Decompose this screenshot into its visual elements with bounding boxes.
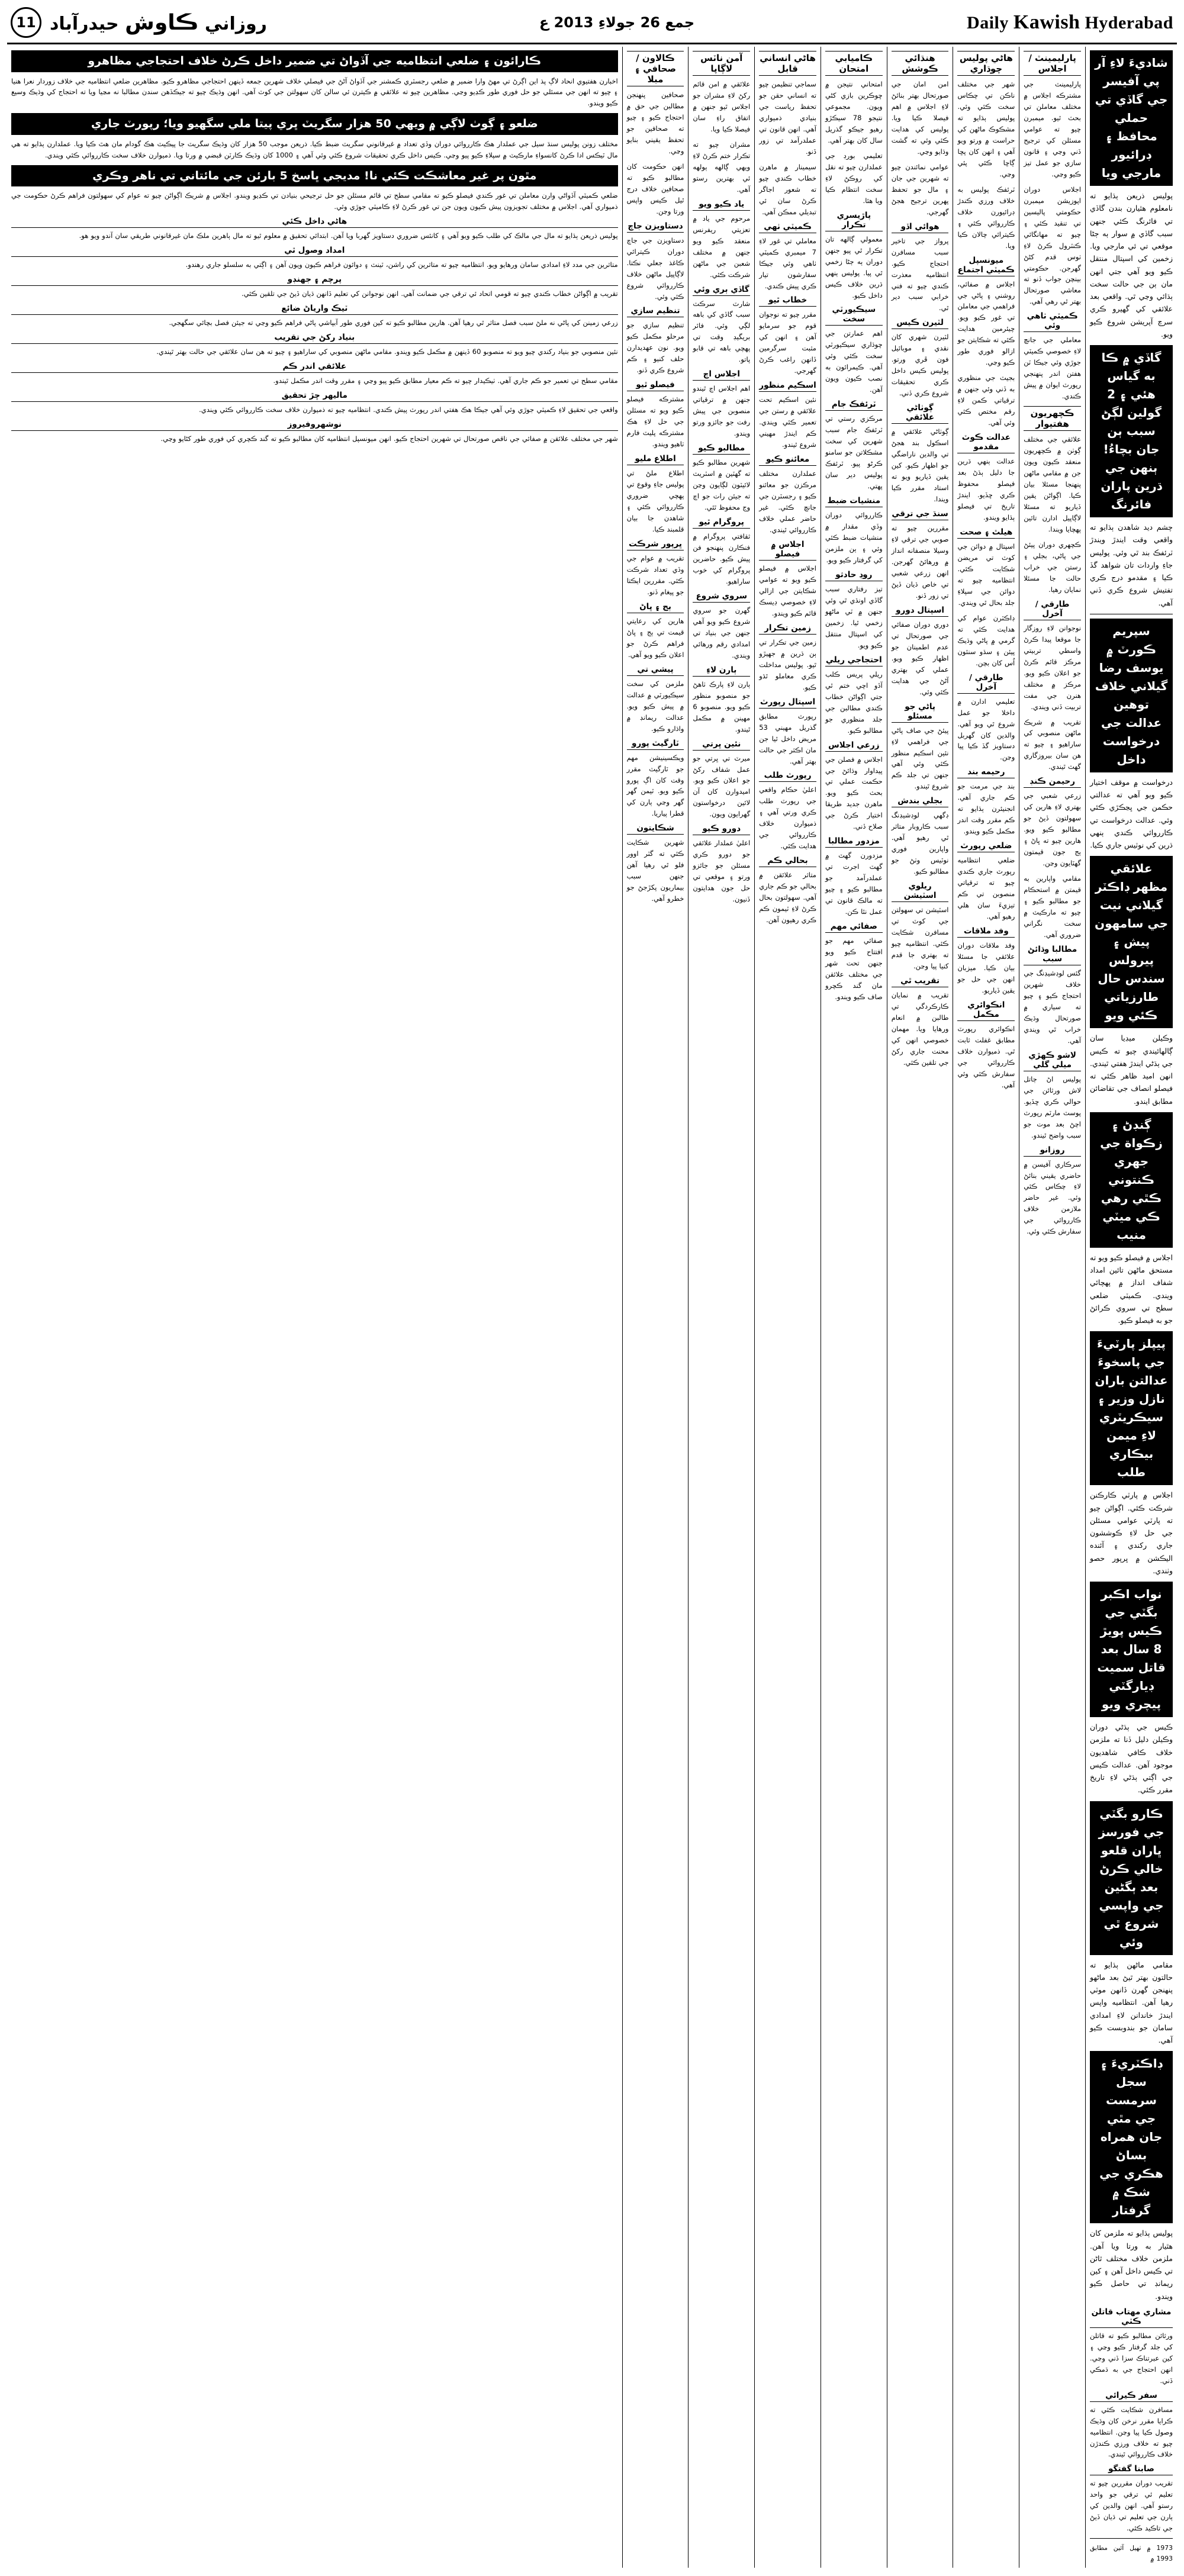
story-subheading: روڊ حادثو (825, 570, 883, 581)
story-paragraph: ڪارروائي دوران وڏي مقدار ۾ منشيات ضبط ڪئي وئي ۽ ٻن ملزمن کي گرفتار ڪيو ويو. (825, 511, 883, 564)
feature-sub-3: پرچم ۽ جهنڊو (11, 275, 618, 286)
page-grid (7, 47, 1177, 2568)
story-paragraph: مشران چيو ته تڪرار ختم ڪرڻ لاءِ ويهي ڳالهه ٻولهه ئي بهترين رستو آهي. (693, 140, 751, 194)
story-paragraph: اجلاس ۾ صفائي، روشني ۽ پاڻي جي فراهمي جي معاملن تي غور ڪيو ويو. چيئرمين هدايت ڪئي ته شڪايتن جو ازالو فوري طور ڪيو وڃي. (957, 279, 1015, 367)
news-column-c (887, 47, 953, 2568)
headline-zakat: ڳنڊڻ ۽ زڪواة جي جهري ڪنتوني ڪٿي رهي ڪي ميٽي منيب (1090, 1112, 1173, 1248)
story-paragraph: ثقافتي پروگرام ۾ فنڪارن پنهنجو فن پيش ڪيو. حاضرين پروگرام کي خوب ساراهيو. (693, 532, 751, 585)
story-paragraph: اجلاس ۾ فصلن جي پيداوار وڌائڻ جي حڪمت عملي تي بحث ڪيو ويو. ماهرن جديد طريقا اختيار ڪرڻ جي صلاح ڏني. (825, 755, 883, 831)
story-paragraph: صفائي مهم جو افتتاح ڪيو ويو جنهن تحت شهر جي مختلف علائقن مان گند ڪچرو صاف ڪيو ويندو. (825, 936, 883, 1001)
story-paragraph: علائقي جي مختلف ڳوٺن ۾ ڪچهريون منعقد ڪيون ويون جن ۾ مقامي ماڻهن پنهنجا مسئلا بيان ڪيا. اڳواڻن يقين ڏياريو ته مسئلا لاڳاپيل ادارن تائين پهچايا ويندا. (1024, 435, 1082, 533)
headline-firing: گاڏي ۾ ڪا به گياس هئي ۽ 2 گولين لڳڻ سبب ٻن جان بچاءُ! ٻنهن جي ڌرين پاران فائرنگ (1090, 345, 1173, 517)
headline-contempt-petition: سپريم ڪورٽ ۾ يوسف رضا گيلاني خلاف توهين عدالت جي درخواست داخل (1090, 619, 1173, 772)
story-paragraph: اعليٰ حڪام واقعي جي رپورٽ طلب ڪري ورتي آهي ۽ ذميوارن خلاف ڪارروائي جي هدايت ڪئي. (759, 785, 816, 851)
story-subheading: عدالت ڪوٽ مقدمو (957, 433, 1015, 453)
masthead (7, 6, 1177, 44)
story-subheading: اسپتال رپورٽ (759, 697, 816, 709)
masthead-date: جمع 26 جولاءِ 2013 ع (539, 14, 695, 31)
story-paragraph: گهرن جو سروي شروع ڪيو ويو آهي جنهن جي بنياد تي امدادي رقم ورهائي ويندي. (693, 606, 751, 659)
story-paragraph: صحافين پنهنجن مطالبن جي حق ۾ احتجاج ڪيو ۽ چيو ته صحافين جو تحفظ يقيني بنايو وڃي. (626, 91, 684, 155)
story-subheading: اجلاس ۾ فيصلو (759, 540, 816, 561)
section-heading: ڪچهريون هفتيوار (1024, 406, 1081, 431)
story-paragraph: امتحاني نتيجن ۾ ڇوڪرين بازي کڻي ويون. مجموعي نتيجو 78 سيڪڙو رهيو جيڪو گذريل سال کان بهتر آهي. (825, 80, 883, 144)
story-subheading: زمين تڪرار (759, 623, 816, 635)
news-column-g (622, 47, 688, 2568)
story-paragraph: گئس لوڊشيڊنگ جي خلاف شهرين احتجاج ڪيو ۽ چيو ته سياري ۾ صورتحال وڌيڪ خراب ٿي ويندي آهي. (1024, 968, 1082, 1045)
headline-forces-fort: ڪارو بگٽي جي فورسز ڀاران قلعو خالي ڪرڻ بعد ٻگڻين جي واپسي شروع ٿي وئي (1090, 1801, 1173, 1955)
story-subheading: ٻج ۽ ڀاڻ (627, 602, 684, 613)
masthead-right (11, 7, 267, 38)
story-subheading: رحيمن ڪنڊ (1024, 777, 1081, 788)
story-paragraph: تعليمي ادارن ۾ داخلا جو عمل شروع ٿي ويو آهي. والدين کان گهربل دستاويز گڏ ڪيا پيا وڃن. (957, 697, 1015, 762)
story-subheading: ڳوٺاڻي علائقي (892, 403, 949, 424)
story-paragraph: تقريب ۾ نمايان ڪارڪردگي تي طالبن ۾ انعام ورهايا ويا. مهمان خصوصي انهن کي محنت جاري رکڻ جي تلقين ڪئي. (891, 991, 949, 1067)
story-ppp-body: اجلاس ۾ پارٽي ڪارڪنن شرڪت ڪئي. اڳواڻن چيو ته پارٽي عوامي مسئلن جي حل لاءِ ڪوششون جاري رکندي ۽ آئنده اليڪشن ۾ ڀرپور حصو وٺندي. (1090, 1490, 1173, 1575)
feature-sub-2: امداد وصول ٿي (11, 246, 618, 257)
story-paragraph: ملزمن کي سخت سيڪيورٽي ۾ عدالت ۾ پيش ڪيو ويو. عدالت ريمانڊ ۾ واڌارو ڪيو. (626, 679, 684, 733)
story-subheading: هوائي اڏو (892, 222, 949, 233)
story-subheading: ياد ڪيو ويو (693, 199, 750, 211)
story-paragraph: مرڪزي رستي تي ٽرئفڪ جام سبب شهرين کي سخت مشڪلاتن جو سامنو ڪرڻو پيو. ٽرئفڪ پوليس دير سان پهتي. (825, 414, 883, 491)
story-court-body: وڪيلن ميڊيا سان ڳالهائيندي چيو ته ڪيس جي ٻڌڻي ايندڙ هفتي ٿيندي. انهن اميد ظاهر ڪئي ته فيصلو انصاف جي تقاضائن مطابق ايندو. (1090, 1033, 1173, 1106)
story-subheading: پيشي تي (627, 665, 684, 676)
sub-heading-3: صابنا گفتگو (1090, 2464, 1173, 2475)
feature-sub-5: بنياد رکڻ جي تقريب (11, 333, 618, 344)
feature-body-8: نئين منصوبي جو بنياد رکندي چيو ويو ته منصوبو 60 ڏينهن ۾ مڪمل ڪيو ويندو. مقامي ماڻهن منصوبي کي ساراهيو ۽ چيو ته هن سان علائقي جي حالت بهتر ٿيندي. (156, 347, 618, 356)
story-subheading: ٽارگيٽ پورو (627, 739, 684, 750)
story-paragraph: مرحوم جي ياد ۾ تعزيتي ريفرنس منعقد ڪيو ويو جنهن ۾ مختلف شعبن جي ماڻهن شرڪت ڪئي. (693, 214, 751, 279)
story-paragraph: ريلي پريس ڪلب آڏو اچي ختم ٿي جتي اڳواڻن خطاب ڪندي مطالبن جي جلد منظوري جو مطالبو ڪيو. (825, 669, 883, 735)
masthead-left-title (967, 11, 1173, 34)
story-paragraph: شهر جي مختلف ناڪن تي چڪاس سخت ڪئي وئي. پوليس ٻڌايو ته مشڪوڪ ماڻهن کي حراست ۾ ورتو ويو آهي ۽ انهن کان پڇا ڳاڇا ڪئي پئي وڃي. (957, 80, 1015, 178)
story-forces-body: مقامي ماڻهن ٻڌايو ته حالتون بهتر ٿيڻ بعد ماڻهو پنهنجن گهرن ڏانهن موٽي رهيا آهن. انتظاميه واپس ايندڙ خاندانن لاءِ امدادي سامان جو بندوبست ڪيو آهي. (1090, 1960, 1173, 2044)
story-subheading: دستاويزن جاچ (627, 221, 684, 233)
story-subheading: اطلاع مليو (627, 454, 684, 465)
story-paragraph: ڊاڪٽرن عوام کي هدايت ڪئي ته گرمي ۾ پاڻي وڌيڪ پيئن ۽ سڌو سنئون اُس کان بچن. (957, 613, 1015, 667)
story-paragraph: ڊگهي لوڊشيڊنگ سبب ڪاروبار متاثر ٿي رهيو آهي. واپارين فوري نوٽيس وٺڻ جو مطالبو ڪيو. (891, 811, 949, 876)
story-paragraph: مشترڪه فيصلو ڪيو ويو ته مسئلن جي حل لاءِ هڪ مشترڪه پليٽ فارم ٺاهيو ويندو. (626, 395, 684, 449)
section-heading: ڪاميابي امتحان (825, 51, 883, 76)
section-heading: هنڌائي ڪوشش (892, 51, 949, 76)
story-paragraph: زمين جي تڪرار تي ٻن ڌرين ۾ جهيڙو ٿيو. پوليس مداخلت ڪري معاملو ٿڌو ڪيو. (759, 637, 816, 691)
divider (1090, 2538, 1173, 2539)
story-sub3-body: تقريب دوران مقررين چيو ته تعليم ئي ترقي جو واحد رستو آهي. انهن والدين کي ٻارن جي تعليم تي ڌيان ڏيڻ جي تاڪيد ڪئي. (1090, 2479, 1173, 2533)
story-subheading: پاڙيسري تڪرار (825, 211, 883, 231)
story-subheading: اجلاس اڄ (693, 369, 750, 381)
news-column-d (821, 47, 887, 2568)
story-bugti-body: ڪيس جي ٻڌڻي دوران وڪيلن دليل ڏنا ته ملزمن خلاف ڪافي شاهديون موجود آهن. عدالت ڪيس جي اڳتي ٻڌڻي لاءِ تاريخ مقرر ڪئي. (1090, 1722, 1173, 1795)
story-paragraph: ڳوٺاڻي علائقي ۾ اسڪول بند هجڻ تي والدين ناراضگي جو اظهار ڪيو. کين يقين ڏياريو ويو ته استاد مقرر ڪيا ويندا. (891, 427, 949, 504)
story-paragraph: انهن حڪومت کان مطالبو ڪيو ته صحافين خلاف درج ٿيل ڪيس واپس ورتا وڃن. (626, 162, 684, 215)
story-paragraph: شهرين شڪايت ڪئي ته گٽر اوور فلو ٿي رهيا آهن جنهن سبب بيماريون پکڙجڻ جو خطرو آهي. (626, 838, 684, 903)
story-subheading: هيلٿ ۽ صحت (957, 527, 1015, 539)
story-paragraph: اجلاس ۾ فيصلو ڪيو ويو ته عوامي شڪايتن جي ازالي لاءِ خصوصي ڊيسڪ قائم ڪيو ويندو. (759, 564, 816, 617)
story-paragraph: سرڪاري آفيسن ۾ حاضري يقيني بنائڻ لاءِ چڪاس ڪئي وئي. غير حاضر ملازمن خلاف ڪارروائي جي سفارش ڪئي وئي. (1024, 1160, 1082, 1236)
sub-heading-1: مشاري مهتاب قاتلن ڪٽي (1090, 2307, 1173, 2328)
section-heading: هاڻي انساني قابل (759, 51, 816, 76)
story-paragraph: ڪچهري دوران پيئڻ جي پاڻي، بجلي ۽ رستن جي خراب حالت جا مسئلا نمايان رهيا. (1024, 540, 1082, 594)
story-subheading: مطالبو ڪيو (693, 443, 750, 455)
story-paragraph: اطلاع ملڻ تي پوليس جاءِ وقوع تي پهچي ضروري ڪارروائي ڪئي ۽ شاهدن جا بيان قلمبند ڪيا. (626, 469, 684, 533)
news-column-e (754, 47, 821, 2568)
story-subheading: پروگرام ٿيو (693, 517, 750, 529)
headline-raid-officer: شاديءَ لاءِ آر پي آفيسر جي گاڏي تي حملي محافظ ۽ ڊرائيور مارجي ويا (1090, 50, 1173, 186)
story-paragraph: اجلاس دوران اپوزيشن ميمبرن حڪومتي پاليسين تي تنقيد ڪئي ۽ چيو ته مهانگائي ڪنٽرول ڪرڻ لاءِ ٺوس قدم کڻڻ گهرجن. حڪومتي بينچن جواب ڏنو ته معاشي صورتحال بهتر ٿي رهي آهي. (1024, 185, 1082, 306)
story-cigarettes-body: مختلف زونن پوليس سنڌ سيل جي عملدار هڪ ڪارروائي دوران وڏي تعداد ۾ غيرقانوني سگريٽ ضبط ڪيا. ذريعن موجب 50 هزار کان وڌيڪ سگريٽ جا پيڪيٽ هڪ گودام مان هٿ ڪيا ويا. عملدارن ٻڌايو ته هي مال ٽيڪس ادا ڪرڻ کانسواءِ مارڪيٽ ۾ سپلاءِ ڪيو پيو وڃي. ڪيس داخل ڪري تحقيقات شروع ڪئي وئي آهي ۽ 1000 کان وڌيڪ ڪارٽن قبضي ۾ ورتا ويا. ذميوارن خلاف سخت ڪارروائي ڪئي ويندي. (11, 139, 618, 159)
story-subheading: لاشو ڪهڙي ميلي گلي (1024, 1051, 1081, 1071)
story-contempt-body: درخواست ۾ موقف اختيار ڪيو ويو آهي ته عدالتي حڪمن جي ڀڃڪڙي ڪئي وئي. عدالت درخواست تي ڪارروائي ڪندي ٻنهي ڌرين کي نوٽيس جاري ڪيا. (1090, 777, 1173, 849)
story-paragraph: اسپتال ۾ دوائن جي کوٽ تي مريضن شڪايت ڪئي. انتظاميه چيو ته دوائن جي سپلاءِ جلد بحال ٿي ويندي. (957, 542, 1015, 607)
story-subheading: ٽرئفڪ جام (825, 400, 883, 411)
story-paragraph: بجيٽ جي منظوري به ڏني وئي جنهن ۾ ترقياتي ڪمن لاءِ رقم مختص ڪئي وئي آهي. (957, 373, 1015, 427)
story-paragraph: اهم اجلاس اڄ ٿيندو جنهن ۾ ترقياتي منصوبن جي پيش رفت جو جائزو ورتو ويندو. (693, 384, 751, 438)
story-subheading: وفد ملاقات (957, 926, 1015, 938)
story-subheading: دورو ڪيو (693, 824, 750, 835)
story-subheading: زرعي اجلاس (825, 740, 883, 752)
story-subheading: مزدور مطالبا (825, 836, 883, 848)
section-heading: ڪالاون / صحافي ۽ مبلا (627, 51, 684, 86)
story-subheading: ميونسپل ڪميٽي اجتماع (957, 256, 1015, 276)
headline-cigarettes: ضلعو ۽ ڳوٺ لاڳي ۾ ويهي 50 هزار سگريٽ ڀري پيتا ملي سگهيو ويا؛ رپورٽ جاري (11, 113, 618, 135)
masthead-daily: Daily (967, 13, 1009, 33)
news-column-f (688, 47, 754, 2568)
story-paragraph: سماجي تنظيمن چيو ته انساني حقن جو تحفظ رياست جي بنيادي ذميواري آهي. انهن قانون تي عملدرآمد تي زور ڏنو. (759, 80, 816, 156)
feature-body-4: پوليس ذريعن ٻڌايو ته مال جي مالڪ کي طلب ڪيو ويو آهي ۽ کانئس ضروري دستاويز گهربا ويا آهن. ابتدائي تحقيق ۾ معلوم ٿيو ته مال ٻاهرين ملڪ مان غيرقانوني طريقي سان آندو ويو هو. (79, 231, 618, 240)
story-subheading: سنڌ جي ترقي (892, 509, 949, 520)
story-subheading: روزانو (1024, 1145, 1081, 1157)
story-paragraph: تقريب ۾ شريڪ ماڻهن منصوبي کي ساراهيو ۽ چيو ته هن سان بيروزگاري گهٽ ٿيندي. (1024, 717, 1082, 771)
story-subheading: ريلوي اسٽيشن (892, 881, 949, 902)
news-column-a (1019, 47, 1085, 2568)
story-subheading: صفائي مهم (825, 922, 883, 933)
story-paragraph: تعليمي بورڊ جي عملدارن چيو ته نقل کي روڪڻ لاءِ سخت انتظام ڪيا ويا هئا. (825, 151, 883, 205)
story-sub1-body: ورثائن مطالبو ڪيو ته قاتلن کي جلد گرفتار ڪيو وڃي ۽ کين عبرتناڪ سزا ڏني وڃي. انهن احتجاج جي به ڌمڪي ڏني. (1090, 2331, 1173, 2385)
story-paragraph: بند جي مرمت جو ڪم جاري آهي. انجنيئرن ٻڌايو ته ڪم مقرر وقت اندر مڪمل ڪيو ويندو. (957, 782, 1015, 836)
story-paragraph: مقرر چيو ته نوجوان قوم جو سرمايو آهن ۽ انهن کي مثبت سرگرمين ڏانهن راغب ڪرڻ گهرجي. (759, 310, 816, 375)
section-heading: هاڻي پوليس چوڌاري (957, 51, 1015, 76)
story-protest-body: اخبارن هفتيوي انحاد لاڳ پذ اين اڳرڻ تي مهڻ وارا ضمير ۾ ضلعي رجسٽري ڪمشنر جي آڏواڻ آڻڻ جي فيصلي خلاف شهرين جمعه ڏينهن احتجاجي مظاهرو ڪيو. مظاهرين ضلعي انتظاميه جي خلاف زوردار نعرا هنيا ۽ چيو ته انهن جي مسئلي جو حل فوري طور ڪڍيو وڃي. مظاهرين چيو ته علائقي ۾ ڪيترن ئي سالن کان سهولتن جي کوٽ آهي. انهن وڌيڪ چيو ته جيڪڏهن سندن مطالبا نه مڃيا ويا ته احتجاج کي وڌيڪ وسيع ڪيو ويندو. (11, 76, 618, 108)
story-paragraph: وفد ملاقات دوران علائقي جا مسئلا بيان ڪيا. ميزبان انهن جي حل جو يقين ڏياريو. (957, 941, 1015, 994)
story-subheading: ڀرپور شرڪت (627, 539, 684, 550)
story-paragraph: سيمينار ۾ ماهرن خطاب ڪندي چيو ته شعور اجاگر ڪرڻ سان ئي تبديلي ممڪن آهي. (759, 162, 816, 216)
story-subheading: شڪايتون (627, 823, 684, 835)
feature-body-5: متاثرين جي مدد لاءِ امدادي سامان ورهايو ويو. انتظاميه چيو ته متاثرين کي راشن، ٽينٽ ۽ دوائون فراهم ڪيون ويون آهن ۽ اڳتي به سلسلو جاري رهندو. (185, 260, 618, 269)
story-paragraph: ويڪسينيشن مهم جو ٽارگيٽ مقرر وقت کان اڳ پورو ڪيو ويو. ٽيمن گهر گهر وڃي ٻارن کي قطرا پياريا. (626, 753, 684, 818)
headline-bugti-case: نواب اڪبر بگٽي جي ڪيس پويڙ 8 سال بعد قاتل سميت ڊيارگٽي پيچري ويو (1090, 1582, 1173, 1717)
story-paragraph: پارليمينٽ جي مشترڪه اجلاس ۾ مختلف معاملن تي بحث ٿيو. ميمبرن چيو ته عوامي مسئلن کي ترجيح ڏني وڃي ۽ قانون سازي جو عمل تيز ڪيو وڃي. (1024, 80, 1082, 178)
story-subheading: نئين ڀرتي (693, 739, 750, 751)
story-firing-body: چشم ديد شاهدن ٻڌايو ته واقعي وقت ايندڙ ويندڙ ٽرئفڪ بند ٿي وئي. پوليس جاءِ واردات تان شواهد گڏ ڪيا ۽ مقدمو درج ڪري تفتيش شروع ڪري ڏني آهي. (1090, 523, 1173, 607)
story-subheading: ڪميٽي ٺهي (759, 222, 816, 233)
feature-body-7: زرعي زمينن کي پاڻي نه ملڻ سبب فصل متاثر ٿي رهيا آهن. هارين مطالبو ڪيو ته کين فوري طور آبپاشي پاڻي فراهم ڪيو وڃي ته جيئن فصل بچائي سگهجي. (169, 318, 618, 327)
feature-sub-8: نوشهروفيروز (11, 420, 618, 431)
story-zakat-body: اجلاس ۾ فيصلو ڪيو ويو ته مستحق ماڻهن تائين امداد شفاف انداز ۾ پهچائي ويندي. ڪميٽي ضلعي سطح تي سروي ڪرائڻ جو به فيصلو ڪيو. (1090, 1252, 1173, 1325)
feature-body-11: شهر جي مختلف علائقن ۾ صفائي جي ناقص صورتحال تي شهرين احتجاج ڪيو. انهن ميونسپل انتظاميه کان مطالبو ڪيو ته گند ڪچري کي فوري طور کڻايو وڃي. (160, 434, 618, 443)
story-paragraph: زرعي شعبي جي بهتري لاءِ هارين کي سهولتون ڏيڻ جو مطالبو ڪيو ويو. هارين چيو ته ڀاڻ ۽ ٻج جون قيمتون گهٽايون وڃن. (1024, 791, 1082, 868)
story-paragraph: مقررين چيو ته صوبي جي ترقي لاءِ وسيلا منصفانه انداز ۾ ورهائڻ گهرجن. انهن زرعي شعبي تي خاص ڌيان ڏيڻ تي زور ڏنو. (891, 524, 949, 600)
story-subheading: ڪميٽي ٺاهي وئي (1024, 311, 1081, 332)
footer-note: 1973 ۾ ٺهيل آئين مطابق 1993 ۾ (1090, 2544, 1173, 2562)
story-paragraph: رپورٽ مطابق گذريل مهيني 53 مريض داخل ٿيا جن مان اڪثر جي حالت بهتر آهي. (759, 711, 816, 765)
story-subheading: لٽيرن ڪيس (892, 318, 949, 329)
feature-sub-1: هاڻي داخل ڪئي (11, 217, 618, 228)
section-heading: پارليمينٽ / اجلاس (1024, 51, 1081, 76)
story-subheading: تنظيم سازي (627, 306, 684, 317)
story-paragraph: شهرين مطالبو ڪيو ته گهٽين ۾ اسٽريٽ لائيٽون لڳايون وڃن ته جيئن رات جو اچ وڃ محفوظ ٿئي. (693, 458, 751, 512)
page-number: 11 (11, 7, 41, 38)
story-paragraph: مزدورن گهٽ ۾ گهٽ اجرت تي عملدرآمد جو مطالبو ڪيو ۽ چيو ته مالڪ قانون تي عمل نٿا ڪن. (825, 851, 883, 916)
headline-ppp-court: پيپلز پارٽيءَ جي پاسخوءَ عدالتن باران نازل وزير ۽ سيڪريٽري لاءِ ميمن بيڪاري طلب (1090, 1331, 1173, 1485)
story-paragraph: متاثر علائقن ۾ بحالي جو ڪم جاري آهي. سهولتون بحال ڪرڻ لاءِ ٽيمون ڪم ڪري رهيون آهن. (759, 871, 816, 925)
story-subheading: رپورٽ طلب (759, 771, 816, 782)
feature-sub-6: علائقي اندر ڪم (11, 362, 618, 373)
story-subheading: بحالي ڪم (759, 856, 816, 867)
main-news-column (1085, 47, 1177, 2568)
story-paragraph: شارٽ سرڪٽ سبب گاڏي کي باهه لڳي وئي. فائر بريگيڊ وقت تي پهچي باهه تي قابو پاتو. (693, 299, 751, 364)
story-paragraph: تنظيم سازي جو مرحلو مڪمل ڪيو ويو. نون عهديدارن حلف کنيو ۽ ڪم شروع ڪري ڏنو. (626, 321, 684, 375)
story-subheading: مطالبا وڌائڻ سبب (1024, 945, 1081, 965)
story-paragraph: معمولي ڳالهه تان تڪرار ٿي پيو جنهن دوران ٻه ڄڻا زخمي ٿي پيا. پوليس ٻنهي ڌرين خلاف ڪيس داخل ڪيو. (825, 234, 883, 300)
story-subheading: گاڏي ٻري وئي (693, 285, 750, 296)
story-paragraph: امن امان جي صورتحال بهتر بنائڻ لاءِ اجلاس ۾ اهم فيصلا ڪيا ويا. پوليس کي هدايت ڪئي وئي ته گشت وڌايو وڃي. (891, 80, 949, 156)
story-paragraph: عملدارن مختلف مرڪزن جو معائنو ڪيو ۽ رجسٽرن جي جانچ ڪئي. غير حاضر عملي خلاف ڪارروائي ٿيندي. (759, 469, 816, 534)
story-paragraph: ٻارن لاءِ پارڪ ٺاهڻ جو منصوبو منظور ڪيو ويو. منصوبو 6 مهينن ۾ مڪمل ٿيندو. (693, 680, 751, 733)
story-paragraph: اسٽيشن تي سهولتن جي کوٽ تي مسافرن شڪايت ڪئي. انتظاميه چيو ته بهتري جا قدم کنيا پيا وڃن. (891, 906, 949, 971)
story-subheading: سيڪيورٽي سخت (825, 305, 883, 326)
sub-heading-2: سفر ڪيرائي (1090, 2391, 1173, 2402)
feature-sub-7: ماليهر ڇڙ تحقيق (11, 391, 618, 402)
story-paragraph: اهم عمارتن جي چوڌاري سيڪيورٽي سخت ڪئي وئي آهي. ڪيمرائون به نصب ڪيون ويون آهن. (825, 329, 883, 394)
story-paragraph: لٽيرن شهري کان نقدي ۽ موبائيل فون ڦري ورتو. پوليس ڪيس داخل ڪري تحقيقات شروع ڪري ڏني. (891, 333, 949, 398)
story-subheading: بجلي بندش (892, 796, 949, 807)
story-paragraph: مقامي واپارين به قيمتن ۾ استحڪام جو مطالبو ڪيو ۽ چيو ته مارڪيٽ ۾ سخت نگراني ضروري آهي. (1024, 874, 1082, 939)
story-subheading: اسڪيم منظور (759, 381, 816, 392)
story-subheading: منشيات ضبط (825, 496, 883, 507)
news-column-b (953, 47, 1019, 2568)
story-subheading: سروي شروع (693, 591, 750, 603)
story-paragraph: اعليٰ عملدار علائقي جو دورو ڪري مسئلن جو جائزو ورتو ۽ موقعي تي حل جون هدايتون ڏنيون. (693, 839, 751, 904)
story-subheading: اسپتال دورو (892, 606, 949, 617)
story-subheading: انڪوائري مڪمل (957, 1000, 1015, 1021)
story-paragraph: هارين کي رعايتي قيمت تي ٻج ۽ ڀاڻ فراهم ڪرڻ جو اعلان ڪيو ويو آهي. (626, 616, 684, 659)
story-paragraph: پرواز جي تاخير سبب مسافرن احتجاج ڪيو. انتظاميه معذرت ڪندي چيو ته فني خرابي سبب دير ٿي. (891, 236, 949, 313)
story-subheading: فيصلو ٿيو (627, 380, 684, 391)
story-subheading: طارقي / آخرل (1024, 600, 1081, 620)
story-sub2-body: مسافرن شڪايت ڪئي ته ڪرايا مقرر نرخن کان وڌيڪ وصول ڪيا پيا وڃن. انتظاميه چيو ته خلاف ورزي ڪندڙن خلاف ڪارروائي ٿيندي. (1090, 2405, 1173, 2459)
story-paragraph: ميرٽ تي ڀرتي جو عمل شفاف رکڻ جو اعلان ڪيو ويو. اميدوارن کان آن لائين درخواستون گهرايون ويون. (693, 754, 751, 819)
feature-body-10: واقعي جي تحقيق لاءِ ڪميٽي جوڙي وئي آهي جيڪا هڪ هفتي اندر رپورٽ پيش ڪندي. انتظاميه چيو ته ذميوارن خلاف سخت ڪارروائي ڪئي ويندي. (199, 405, 618, 414)
story-paragraph: نئين اسڪيم تحت علائقي ۾ رستن جي تعمير ڪئي ويندي. ڪم ايندڙ مهيني شروع ٿيندو. (759, 395, 816, 449)
story-paragraph: تيز رفتاري سبب گاڏي اونڌي ٿي وئي جنهن ۾ ٽي ماڻهو زخمي ٿيا. زخمين کي اسپتال منتقل ڪيو ويو. (825, 584, 883, 649)
story-subheading: رحيمه بند (957, 767, 1015, 778)
masthead-rozano: روزاني (204, 13, 267, 34)
story-paragraph: عوامي نمائندن چيو ته شهرين جي جان ۽ مال جو تحفظ پهرين ترجيح هجڻ گهرجي. (891, 162, 949, 216)
feature-body-6: تقريب ۾ اڳواڻن خطاب ڪندي چيو ته قومي اتحاد ئي ترقي جي ضمانت آهي. انهن نوجوانن کي تعليم ڏانهن ڌيان ڏيڻ جي تلقين ڪئي. (241, 289, 618, 298)
story-paragraph: انڪوائري رپورٽ مطابق غفلت ثابت ٿي. ذميوارن خلاف ڪارروائي جي سفارش ڪئي وئي آهي. (957, 1024, 1015, 1089)
story-paragraph: معاملي جي جانچ لاءِ خصوصي ڪميٽي جوڙي وئي جيڪا ٽن هفتن اندر پنهنجي رپورٽ ايوان ۾ پيش ڪندي. (1024, 336, 1082, 401)
story-paragraph: ٽرئفڪ پوليس به خلاف ورزي ڪندڙ ڊرائيورن خلاف ڪارروائي ڪئي ۽ ڪيترائي چالان ڪيا ويا. (957, 185, 1015, 250)
story-paragraph: دوري دوران صفائي جي صورتحال تي عدم اطمينان جو اظهار ڪيو ويو. عملي کي بهتري آڻڻ جي هدايت ڪئي وئي. (891, 620, 949, 696)
headline-protest: ڪارائون ۽ ضلعي انتظاميه جي آڏواڻ تي ضمير داخل ڪرڻ خلاف احتجاجي مظاهرو (11, 50, 618, 72)
story-subheading: پاڻي جو مسئلو (892, 702, 949, 723)
story-paragraph: علائقي ۾ امن قائم رکڻ لاءِ مشران جو اجلاس ٿيو جنهن ۾ اتفاق راءِ سان فيصلا ڪيا ويا. (693, 80, 751, 133)
headline-arrest: ڊاڪٽريءَ ۽ سجل سرمست جي مٿي جان همراه بساڻ هڪري جي شڪ ۾ گرفتار (1090, 2051, 1173, 2223)
story-paragraph: نوجوانن لاءِ روزگار جا موقعا پيدا ڪرڻ واسطي تربيتي مرڪز قائم ڪرڻ جو اعلان ڪيو ويو. مرڪز ۾ مختلف هنرن جي مفت تربيت ڏني ويندي. (1024, 623, 1082, 711)
story-raid-officer-body: پوليس ذريعن ٻڌايو ته نامعلوم هٿيارن بندن گاڏي تي فائرنگ ڪئي جنهن سبب گاڏي ۾ سوار ٻه ڄڻا موقعي تي ئي مارجي ويا. زخمين کي اسپتال منتقل ڪيو ويو آهي جتي انهن مان ٻن جي حالت سخت ٻڌائي وڃي ٿي. واقعي بعد علائقي کي گهيرو ڪري سرچ آپريشن شروع ڪيو ويو. (1090, 191, 1173, 339)
section-heading: آمن ناٽس لاڳاپا (693, 51, 750, 76)
story-paragraph: پيئڻ جي صاف پاڻي جي فراهمي لاءِ نئين اسڪيم منظور ڪئي وئي آهي جنهن تي جلد ڪم شروع ٿيندو. (891, 726, 949, 791)
feature-sub-4: ٽيڪ وارياڻ ضائع (11, 304, 618, 315)
story-paragraph: پوليس اڻ ڄاتل لاش ورثائن جي حوالي ڪري ڇڏيو. پوسٽ مارٽم رپورٽ اچڻ بعد موت جو سبب واضح ٿيندو. (1024, 1074, 1082, 1139)
story-paragraph: دستاويزن جي جاچ دوران ڪيترائي ڪاغذ جعلي نڪتا. لاڳاپيل ماڻهن خلاف ڪارروائي شروع ڪئي وئي. (626, 236, 684, 301)
story-arrest-body: پوليس ٻڌايو ته ملزمن کان هٿيار به ورتا ويا آهن. ملزمن خلاف مختلف ٿاڻن تي ڪيس داخل آهن ۽ کين ريمانڊ تي حاصل ڪيو ويندو. (1090, 2229, 1173, 2301)
story-committee-body: ضلعي ڪميٽي آڏواڻي وارن معاملن تي غور ڪندي فيصلو ڪيو ته مقامي سطح تي قائم مسئلن جو حل ترجيحي بنيادن تي ڪڍيو ويندو. اجلاس ۾ شريڪ اڳواڻن چيو ته عوام کي سهولتون فراهم ڪرڻ حڪومت جي ذميواري آهي. اجلاس ۾ مختلف تجويزون پيش ڪيون ويون جن تي غور ڪرڻ لاءِ ڪاميٽي جوڙي وئي. (11, 191, 618, 211)
story-paragraph: معاملي تي غور لاءِ 7 ميمبري ڪميٽي ٺاهي وئي جيڪا سفارشون تيار ڪري پيش ڪندي. (759, 236, 816, 290)
story-paragraph: عدالت ٻنهي ڌرين جا دليل ٻڌڻ بعد فيصلو محفوظ ڪري ڇڏيو. ايندڙ تاريخ تي فيصلو ٻڌايو ويندو. (957, 457, 1015, 521)
masthead-hyderabad-en: Hyderabad (1085, 13, 1173, 33)
masthead-kawish-ur: ڪاوش (125, 10, 199, 35)
story-paragraph: ضلعي انتظاميه رپورٽ جاري ڪندي چيو ته ترقياتي منصوبن تي ڪم تيزيءَ سان هلي رهيو آهي. (957, 856, 1015, 921)
story-subheading: احتجاجي ريلي (825, 655, 883, 666)
feature-body-9: مقامي سطح تي تعمير جو ڪم جاري آهي. ٺيڪيدار چيو ته ڪم معيار مطابق ڪيو پيو وڃي ۽ مقرر وقت اندر مڪمل ٿيندو. (273, 376, 618, 385)
feature-column (7, 47, 622, 2568)
story-subheading: طارقي / آخرل (957, 673, 1015, 694)
masthead-title-ur (50, 11, 267, 35)
masthead-kawish-en: Kawish (1013, 11, 1080, 33)
story-subheading: ٻارن لاءِ (693, 665, 750, 677)
story-paragraph: تقريب ۾ عوام جي وڏي تعداد شرڪت ڪئي. مقررين ايڪتا جو پيغام ڏنو. (626, 553, 684, 596)
story-subheading: خطاب ٿيو (759, 295, 816, 307)
story-subheading: ضلعي رپورٽ (957, 841, 1015, 852)
masthead-hyderabad-ur: حيدرآباد (50, 13, 119, 34)
story-subheading: تقريب ٿي (892, 976, 949, 987)
story-subheading: معائنو ڪيو (759, 455, 816, 466)
headline-committee: مٿون پر غير معاشڪت ڪئي نا! مديجي ڀاسخ 5 بارئن جي مائتاني تي ناهر وڪري (11, 165, 618, 187)
headline-court-appearance: علائقي مظهر ڊاڪٽر گيلاني نيت جي سامهون پيش ۽ پيرولس سندس حال طارزياتي ڪئي ويو (1090, 856, 1173, 1028)
